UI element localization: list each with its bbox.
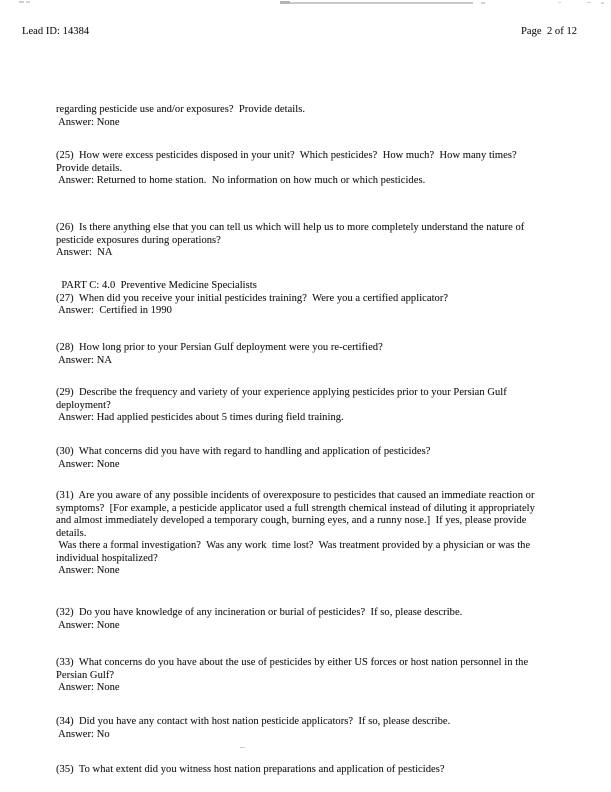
question-27-block <box>56 293 596 318</box>
question-24-continuation-block <box>56 104 596 129</box>
question-26-block <box>56 222 596 260</box>
question-line: (25) How were excess pesticides disposed in your unit? Which pesticides? How much? How many times? <box>56 150 517 161</box>
scan-artifact <box>280 1 290 4</box>
question-31-block <box>56 490 596 578</box>
question-line: Persian Gulf? <box>56 669 115 681</box>
question-line: (26) Is there anything else that you can tell us which will help us to more completely understand the nature of <box>56 222 525 233</box>
answer-line: Answer: NA <box>56 247 113 258</box>
page-number-label: Page 2 of 12 <box>521 26 578 37</box>
scan-artifact <box>290 2 473 4</box>
answer-line: Answer: Certified in 1990 <box>56 305 172 316</box>
question-line: (27) When did you receive your initial pesticides training? Were you a certified applicator? <box>56 292 449 304</box>
question-line: (34) Did you have any contact with host nation pesticide applicators? If so, please describe. <box>56 716 451 727</box>
question-28-block <box>56 342 596 367</box>
answer-line: Answer: None <box>56 619 120 631</box>
question-line: and almost immediately developed a temporary cough, burning eyes, and a runny nose.] If yes, please provide <box>56 515 527 526</box>
question-line: (32) Do you have knowledge of any incineration or burial of pesticides? If so, please describe. <box>56 607 463 618</box>
scan-artifact <box>26 1 30 3</box>
answer-line: Answer: None <box>56 458 120 470</box>
question-29-block <box>56 387 596 425</box>
question-line: Provide details. <box>56 162 123 174</box>
question-line: regarding pesticide use and/or exposures? Provide details. <box>56 104 306 115</box>
answer-line: Answer: Had applied pesticides about 5 times during field training. <box>56 412 344 423</box>
question-line: (33) What concerns do you have about the use of pesticides by either US forces or host nation personnel in the <box>56 657 529 668</box>
question-line: (35) To what extent did you witness host nation preparations and application of pesticides? <box>56 764 445 775</box>
question-33-block <box>56 657 596 695</box>
scan-artifact <box>587 2 591 3</box>
question-line: (29) Describe the frequency and variety of your experience applying pesticides prior to your Persian Gulf <box>56 387 507 398</box>
question-line: (28) How long prior to your Persian Gulf deployment were you re-certified? <box>56 342 383 353</box>
question-line: (31) Are you aware of any possible incidents of overexposure to pesticides that caused an immediate reaction or <box>56 490 535 501</box>
question-line: (30) What concerns did you have with regard to handling and application of pesticides? <box>56 446 431 457</box>
scan-artifact <box>601 2 604 4</box>
section-heading-line: PART C: 4.0 Preventive Medicine Specialists <box>56 280 257 291</box>
question-34-block <box>56 716 596 741</box>
question-line: symptoms? [For example, a pesticide applicator used a full strength chemical instead of diluting it appropriately <box>56 502 535 514</box>
question-line: Was there a formal investigation? Was any work time lost? Was treatment provided by a physician or was the <box>56 540 531 551</box>
scan-artifact <box>19 1 24 3</box>
question-25-block <box>56 150 596 188</box>
question-line: deployment? <box>56 399 111 411</box>
answer-line: Answer: None <box>56 682 120 693</box>
question-line: individual hospitalized? <box>56 552 158 564</box>
answer-line: Answer: Returned to home station. No information on how much or which pesticides. <box>56 175 426 186</box>
question-line: pesticide exposures during operations? <box>56 234 221 246</box>
question-line: details. <box>56 527 87 539</box>
scan-artifact <box>481 2 485 4</box>
question-30-block <box>56 446 596 471</box>
question-32-block <box>56 607 596 632</box>
answer-line: Answer: None <box>56 116 120 128</box>
answer-line: Answer: No <box>56 728 110 740</box>
lead-id-label: Lead ID: 14384 <box>22 26 90 37</box>
part-c-heading <box>56 280 596 293</box>
question-35-block <box>56 764 596 777</box>
scan-artifact <box>558 2 561 3</box>
answer-line: Answer: None <box>56 565 120 576</box>
scan-artifact <box>240 747 245 748</box>
answer-line: Answer: NA <box>56 354 112 366</box>
